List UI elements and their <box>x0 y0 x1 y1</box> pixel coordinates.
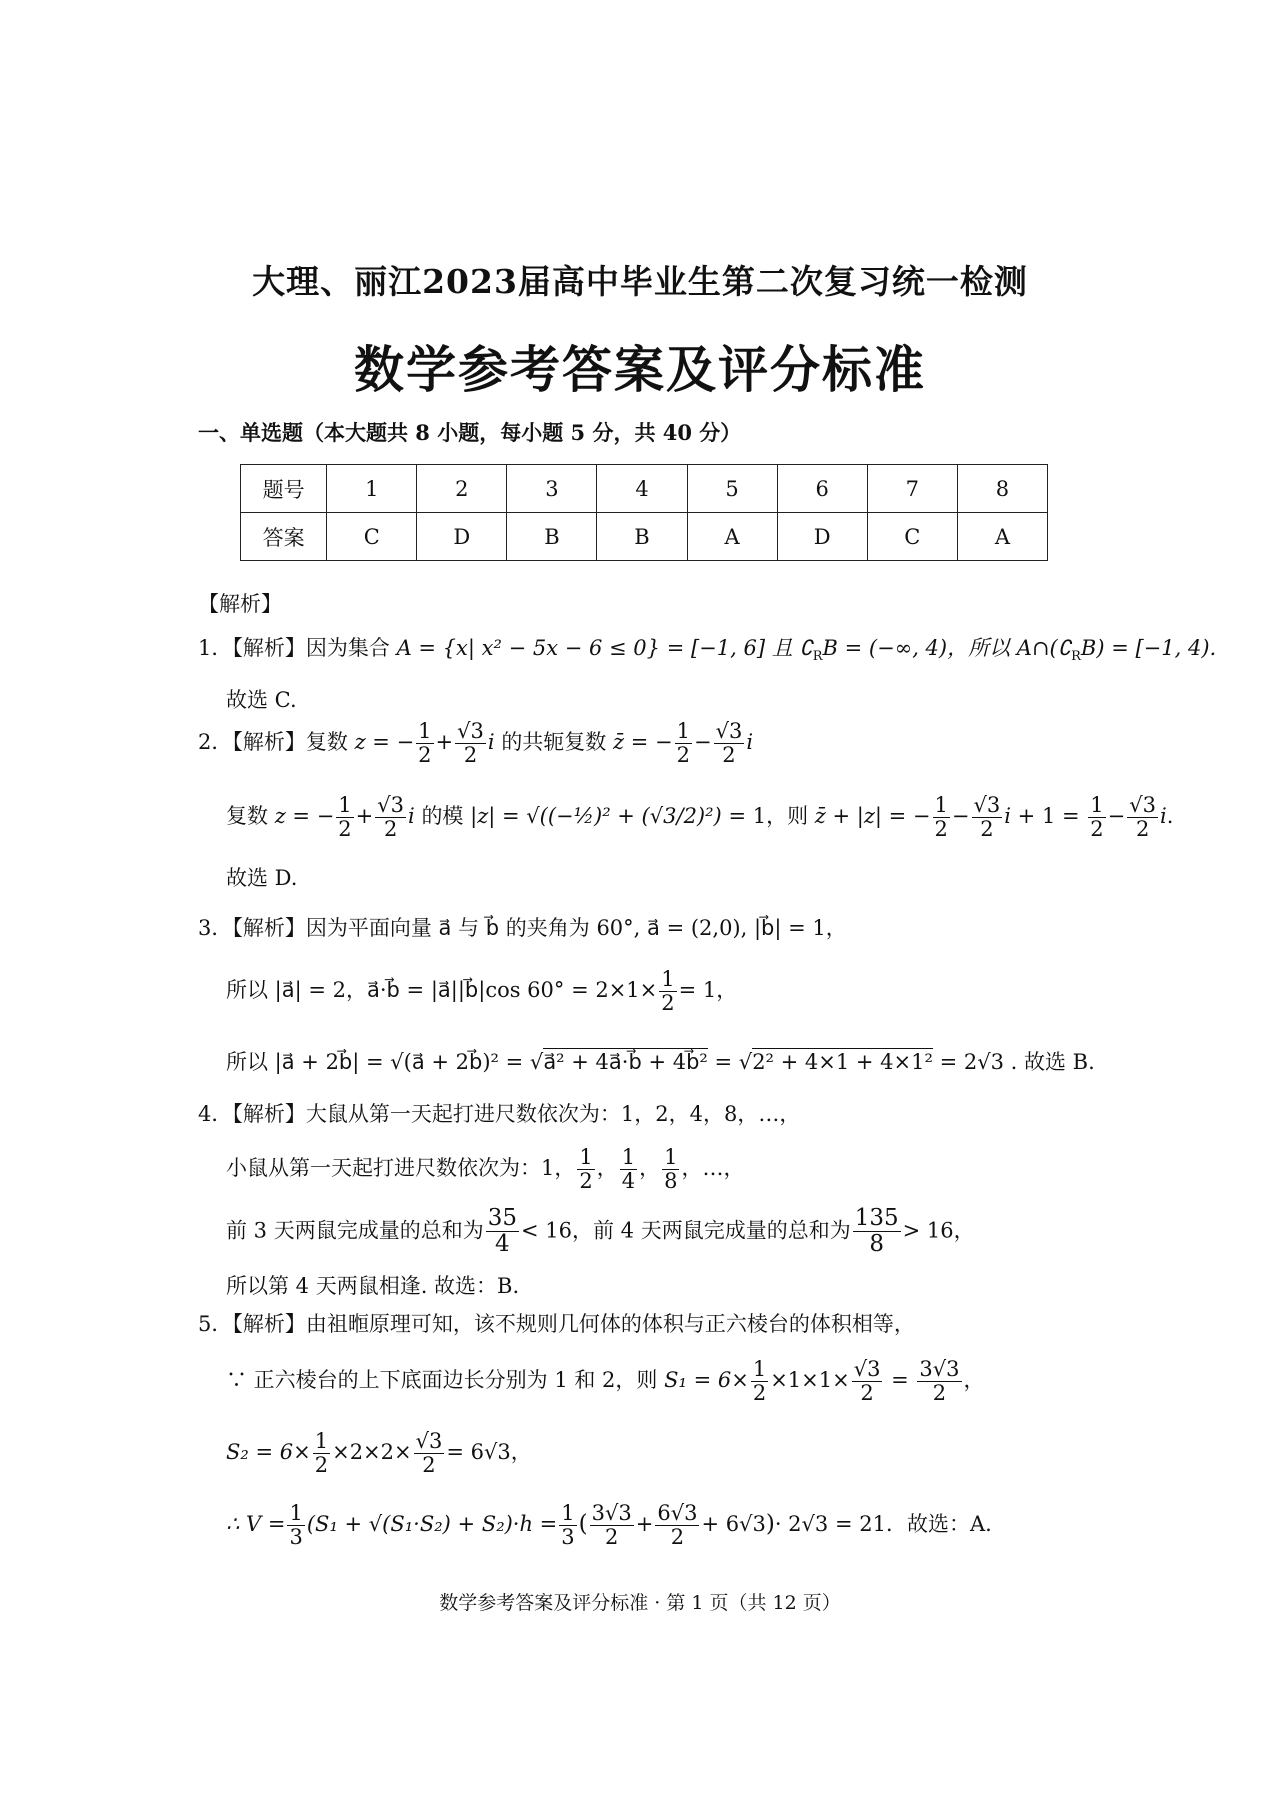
solution-line: 复数 z = − $\frac{1}{2}$ + $\frac{√3}{2}$ i 的模 |z| = √((−½)² + (√3/2)²) = 1，则 z̄ + |z| = − $\frac{1}{2}$ − $\frac{√3}{2}$ i + 1 = $\frac{1}{2}$ − $\frac{√3}{2}$ i. <box>226 793 1174 842</box>
solution-text: = <box>707 1050 739 1074</box>
document-title: 大理、丽江2023届高中毕业生第二次复习统一检测 <box>252 262 1028 301</box>
solution-text: · 2√3 = 21．故选：A. <box>774 1512 992 1537</box>
answer-cell: B <box>597 513 687 561</box>
solution-text: = 1， <box>678 978 738 1003</box>
analysis-heading: 【解析】 <box>198 592 282 616</box>
answer-cell: D <box>417 513 507 561</box>
solution-conclusion: 故选 D. <box>226 866 298 890</box>
question-number-cell: 6 <box>777 465 867 513</box>
solution-text: 小鼠从第一天起打进尺数依次为：1， <box>226 1156 576 1181</box>
math-expression: 2² + 4×1 + 4×1² <box>752 1050 933 1074</box>
solution-2: 2．【解析】复数 z = − $\frac{1}{2}$ + $\frac{√3}{2}$ i 的共轭复数 z̄ = − $\frac{1}{2}$ − $\frac{√3}{2}$ i <box>198 719 754 768</box>
table-header-cell: 题号 <box>241 465 327 513</box>
question-number-cell: 4 <box>597 465 687 513</box>
solution-line: 前 3 天两鼠完成量的总和为 $\frac{35}{4}$ < 16，前 4 天两鼠完成量的总和为 $\frac{135}{8}$ > 16， <box>226 1205 975 1258</box>
math-expression: B = (−∞, 4)，所以 A∩(∁ <box>822 636 1072 660</box>
question-number-cell: 1 <box>327 465 417 513</box>
table-row <box>241 465 1048 513</box>
solution-number: 4．【解析】 <box>198 1102 306 1126</box>
answer-table <box>240 464 1048 561</box>
solution-text: 前 3 天两鼠完成量的总和为 <box>226 1218 484 1243</box>
solution-line: ∴ V = $\frac{1}{3}$ (S₁ + √(S₁·S₂) + S₂)·h = $\frac{1}{3}$ ( $\frac{3√3}{2}$ + $\frac{6√3}{2}$ + 6√3)· 2√3 = 21．故选：A. <box>226 1501 992 1550</box>
answer-cell: A <box>957 513 1047 561</box>
solution-text: 大鼠从第一天起打进尺数依次为：1，2，4，8，…， <box>305 1102 801 1126</box>
solution-number: 2．【解析】 <box>198 730 306 755</box>
solution-line: 所以 |a⃗| = 2，a⃗·b⃗ = |a⃗||b⃗|cos 60° = 2×1× $\frac{1}{2}$ = 1， <box>226 967 738 1016</box>
solution-text: > 16， <box>902 1218 975 1243</box>
solution-text: 复数 <box>226 804 268 829</box>
solution-text: 复数 <box>305 730 348 755</box>
solution-conclusion: 故选 C. <box>226 688 297 712</box>
question-number-cell: 2 <box>417 465 507 513</box>
answer-cell: C <box>327 513 417 561</box>
math-expression: (S₁ + √(S₁·S₂) + S₂)·h = <box>306 1512 558 1537</box>
solution-line: 小鼠从第一天起打进尺数依次为：1， $\frac{1}{2}$ ， $\frac{1}{4}$ ， $\frac{1}{8}$ ，…， <box>226 1145 745 1194</box>
solution-number: 1．【解析】 <box>198 636 306 660</box>
math-expression: ×2×2× <box>332 1440 412 1465</box>
answer-cell: A <box>687 513 777 561</box>
math-expression: ∴ V = <box>226 1512 286 1537</box>
table-row <box>241 513 1048 561</box>
math-subscript: R <box>812 649 823 665</box>
solution-text: 所以 |a⃗ + 2b⃗| = √(a⃗ + 2b⃗)² = <box>226 1050 530 1074</box>
solution-text: 的共轭复数 <box>501 730 607 755</box>
question-number-cell: 8 <box>957 465 1047 513</box>
math-expression: S₂ = 6× <box>226 1440 311 1465</box>
solution-number: 3．【解析】 <box>198 916 306 940</box>
solution-text: = 1，则 <box>728 804 809 829</box>
question-number-cell: 5 <box>687 465 777 513</box>
solution-1 <box>198 632 1216 664</box>
solution-3 <box>198 912 847 942</box>
math-subscript: R <box>1071 649 1081 665</box>
question-number-cell: 7 <box>867 465 957 513</box>
solution-text: < 16，前 4 天两鼠完成量的总和为 <box>521 1218 851 1243</box>
solution-text: ，…， <box>681 1156 745 1181</box>
solution-number: 5．【解析】 <box>198 1312 306 1336</box>
table-header-cell: 答案 <box>241 513 327 561</box>
solution-text: 由祖暅原理可知，该不规则几何体的体积与正六棱台的体积相等， <box>305 1312 915 1336</box>
answer-cell: C <box>867 513 957 561</box>
math-expression: a⃗² + 4a⃗·b⃗ + 4b⃗² <box>543 1050 708 1074</box>
document-subtitle: 数学参考答案及评分标准 <box>354 340 926 399</box>
answer-cell: B <box>507 513 597 561</box>
solution-conclusion: 所以第 4 天两鼠相逢. 故选：B. <box>226 1274 520 1298</box>
solution-4 <box>198 1098 800 1128</box>
solution-text: 因为平面向量 a⃗ 与 b⃗ 的夹角为 60°, a⃗ = (2,0), |b⃗| = 1， <box>305 916 847 940</box>
solution-line: ∵ 正六棱台的上下底面边长分别为 1 和 2，则 S₁ = 6× $\frac{1}{2}$ ×1×1× $\frac{√3}{2}$ = $\frac{3√3}{2}$ ， <box>226 1357 985 1406</box>
solution-line: 所以 |a⃗ + 2b⃗| = √(a⃗ + 2b⃗)² = √a⃗² + 4a⃗·b⃗ + 4b⃗² = √2² + 4×1 + 4×1² = 2√3 . 故选 B. <box>226 1050 1095 1074</box>
question-number-cell: 3 <box>507 465 597 513</box>
solution-text: 因为集合 <box>305 636 390 660</box>
solution-text: = 2√3 . 故选 B. <box>932 1050 1095 1074</box>
solution-5 <box>198 1308 915 1338</box>
solution-text: 所以 |a⃗| = 2，a⃗·b⃗ = |a⃗||b⃗|cos 60° = 2×1× <box>226 978 658 1003</box>
solution-line: S₂ = 6× $\frac{1}{2}$ ×2×2× $\frac{√3}{2}$ = 6√3， <box>226 1429 532 1478</box>
math-expression: A = {x| x² − 5x − 6 ≤ 0} = [−1, 6] 且 ∁ <box>396 636 813 660</box>
section-heading: 一、单选题（本大题共 8 小题，每小题 5 分，共 40 分） <box>198 420 742 445</box>
answer-cell: D <box>777 513 867 561</box>
solution-text: ∵ 正六棱台的上下底面边长分别为 1 和 2，则 <box>226 1368 658 1393</box>
page-footer: 数学参考答案及评分标准 · 第 1 页（共 12 页） <box>439 1592 841 1614</box>
math-expression: B) = [−1, 4). <box>1080 636 1217 660</box>
solution-text: 的模 <box>421 804 464 829</box>
math-expression: = 6√3， <box>446 1440 532 1465</box>
